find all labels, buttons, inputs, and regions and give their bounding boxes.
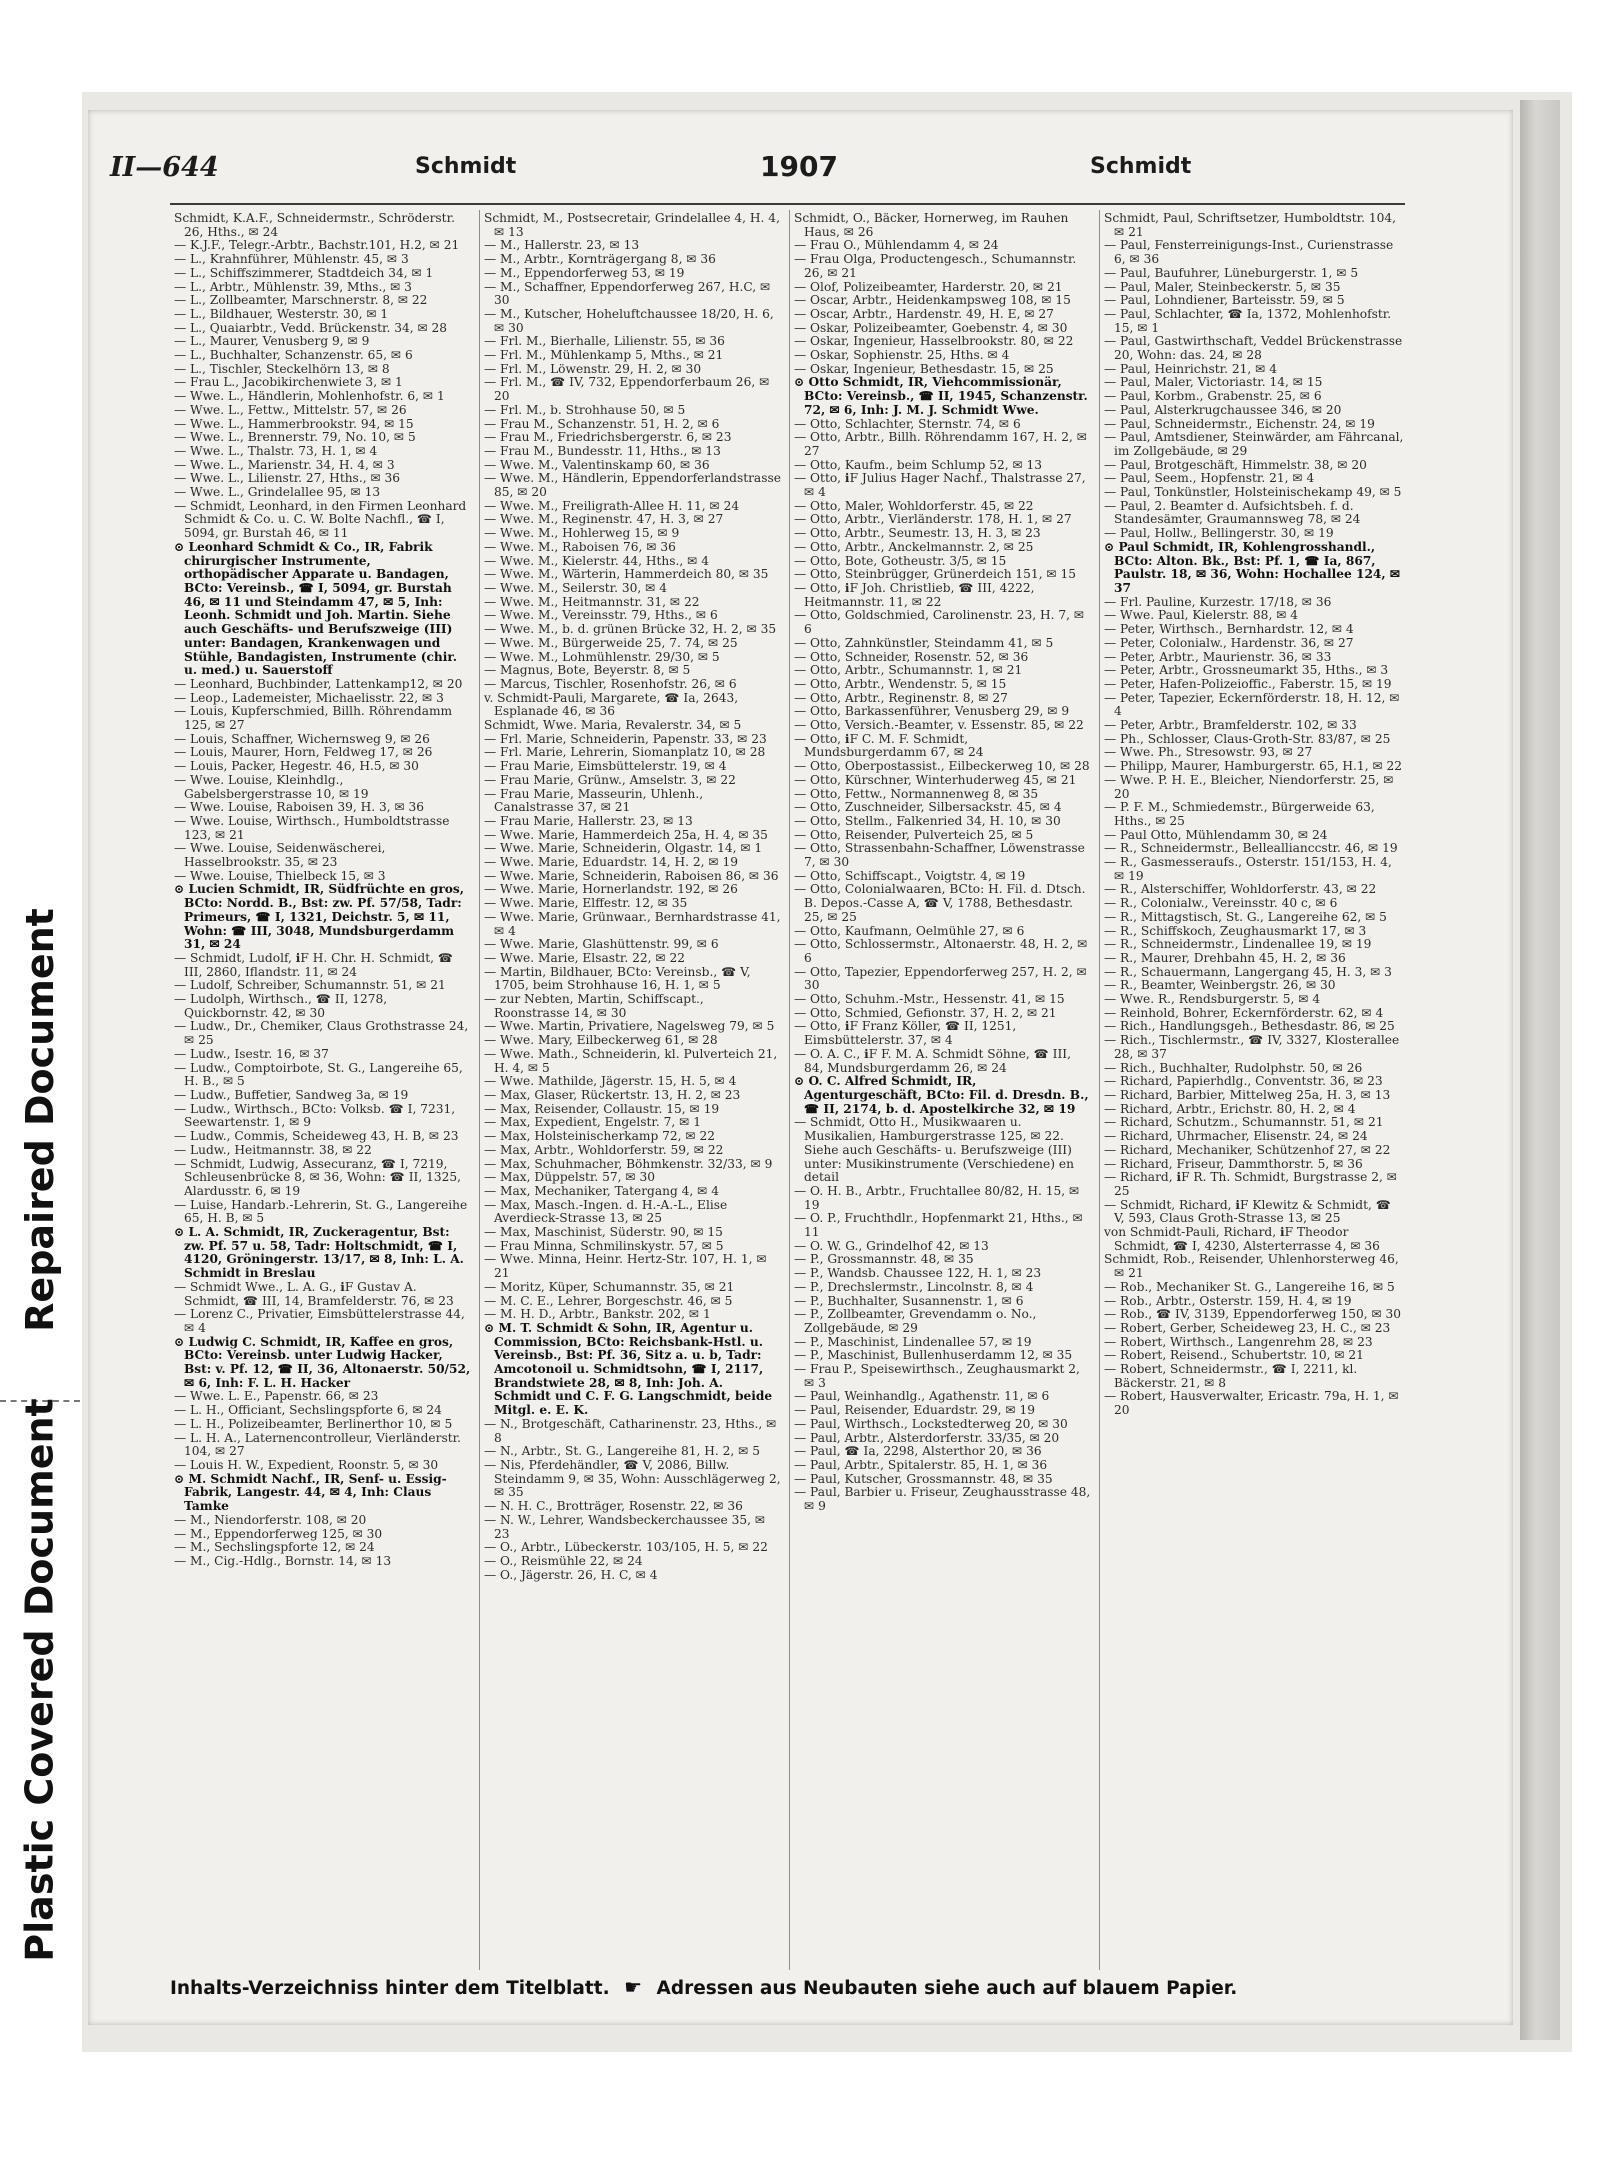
directory-entry: — Otto, Reisender, Pulverteich 25, ✉ 5 xyxy=(794,827,1034,842)
side-label-band xyxy=(0,0,80,2177)
directory-entry: — M., Hallerstr. 23, ✉ 13 xyxy=(484,238,640,253)
directory-entry: — Otto, Kaufmann, Oelmühle 27, ✉ 6 xyxy=(794,923,1025,938)
directory-entry: — Frau Marie, Eimsbüttelerstr. 19, ✉ 4 xyxy=(484,759,727,774)
directory-entry: — R., Alsterschiffer, Wohldorferstr. 43, ✉ 22 xyxy=(1104,882,1377,897)
directory-entry: — Oskar, Ingenieur, Hasselbrookstr. 80, ✉ 22 xyxy=(794,334,1074,349)
directory-entry: — Otto, Schlossermstr., Altonaerstr. 48, H. 2, ✉ 6 xyxy=(794,937,1088,965)
directory-entry: — M., Eppendorferweg 53, ✉ 19 xyxy=(484,265,685,280)
directory-entry: — Ludw., Commis, Scheideweg 43, H. B, ✉ 23 xyxy=(174,1129,459,1144)
directory-entry: — Frl. Marie, Lehrerin, Siomanplatz 10, ✉ 28 xyxy=(484,745,766,760)
directory-entry: — R., Schiffskoch, Zeughausmarkt 17, ✉ 3 xyxy=(1104,923,1367,938)
directory-entry: — Wwe. Marie, Schneiderin, Raboisen 86, ✉ 36 xyxy=(484,868,779,883)
firm-entry: ⊙ Otto Schmidt, IR, Viehcommissionär, BCto: Vereinsb., ☎ II, 1945, Schanzenstr. 72, ✉ 6, Inh: J. M. J. Schmidt Wwe. xyxy=(794,375,1088,417)
directory-entry: — Moritz, Küper, Schumannstr. 35, ✉ 21 xyxy=(484,1279,735,1294)
firm-entry: ⊙ M. Schmidt Nachf., IR, Senf- u. Essig-Fabrik, Langestr. 44, ✉ 4, Inh: Claus Tamke xyxy=(174,1471,447,1514)
directory-entry: — Paul, Gastwirthschaft, Veddel Brückenstrasse 20, Wohn: das. 24, ✉ 28 xyxy=(1104,334,1403,363)
directory-entry: — Wwe. M., Freiligrath-Allee H. 11, ✉ 24 xyxy=(484,498,740,513)
directory-entry: — Max, Reisender, Collaustr. 15, ✉ 19 xyxy=(484,1101,720,1116)
directory-entry: — Ph., Schlosser, Claus-Groth-Str. 83/87, ✉ 25 xyxy=(1104,731,1391,746)
directory-entry: — Richard, Papierhdlg., Conventstr. 36, ✉ 23 xyxy=(1104,1074,1383,1089)
directory-entry: — Frl. Marie, Schneiderin, Papenstr. 33, ✉ 23 xyxy=(484,731,767,746)
directory-entry: — Leonhard, Buchbinder, Lattenkamp12, ✉ 20 xyxy=(174,676,463,691)
directory-entry: — Frl. M., Mühlenkamp 5, Mths., ✉ 21 xyxy=(484,348,724,363)
directory-entry: — Peter, Arbtr., Grossneumarkt 35, Hths., ✉ 3 xyxy=(1104,663,1389,678)
directory-entry: — Wwe. L., Marienstr. 34, H. 4, ✉ 3 xyxy=(174,457,395,472)
directory-entry: — Paul, Alsterkrugchaussee 346, ✉ 20 xyxy=(1104,402,1342,417)
directory-entry: — Leop., Lademeister, Michaelisstr. 22, ✉ 3 xyxy=(174,690,444,705)
directory-entry: — Oscar, Arbtr., Heidenkampsweg 108, ✉ 15 xyxy=(794,293,1071,308)
directory-entry: — L., Schiffszimmerer, Stadtdeich 34, ✉ 1 xyxy=(174,265,434,280)
directory-entry: — Wwe. M., Lohmühlenstr. 29/30, ✉ 5 xyxy=(484,649,720,664)
directory-entry: — Wwe. M., Hohlerweg 15, ✉ 9 xyxy=(484,526,680,541)
directory-entry: — Wwe. Martin, Privatiere, Nagelsweg 79, ✉ 5 xyxy=(484,1019,775,1034)
directory-entry: — Wwe. M., Kielerstr. 44, Hths., ✉ 4 xyxy=(484,553,709,568)
directory-entry: — Frau L., Jacobikirchenwiete 3, ✉ 1 xyxy=(174,375,403,390)
directory-entry: — Otto, Goldschmied, Carolinenstr. 23, H. 7, ✉ 6 xyxy=(794,608,1085,637)
directory-entry: — Peter, Arbtr., Bramfelderstr. 102, ✉ 33 xyxy=(1104,718,1357,733)
directory-entry: — Ludw., Comptoirbote, St. G., Langereihe 65, H. B., ✉ 5 xyxy=(174,1060,463,1089)
directory-entry: — Otto, ℹF Franz Köller, ☎ II, 1251, Eimsbüttelerstr. 37, ✉ 4 xyxy=(794,1019,1017,1048)
directory-entry: — Wwe. M., Bürgerweide 25, 7. 74, ✉ 25 xyxy=(484,635,738,650)
firm-entry: ⊙ Ludwig C. Schmidt, IR, Kaffee en gros, BCto: Vereinsb. unter Ludwig Hacker, Bst: v. Pf. 12, ☎ II, 36, Altonaerstr. 50/52, ✉ 6, Inh: F. L. H. Hacker xyxy=(174,1334,471,1390)
directory-entry: — Marcus, Tischler, Rosenhofstr. 26, ✉ 6 xyxy=(484,676,737,691)
pointing-hand-icon: ☛ xyxy=(624,1975,643,1999)
directory-entry: — M., Arbtr., Kornträgergang 8, ✉ 36 xyxy=(484,252,716,267)
page-number: II—644 xyxy=(110,152,219,183)
directory-entry: — Rich., Buchhalter, Rudolphstr. 50, ✉ 26 xyxy=(1104,1060,1363,1075)
directory-entry: — Wwe. L., Fettw., Mittelstr. 57, ✉ 26 xyxy=(174,402,407,417)
directory-entry: — N. W., Lehrer, Wandsbeckerchaussee 35, ✉ 23 xyxy=(484,1512,766,1541)
directory-entry: — Ludw., Heitmannstr. 38, ✉ 22 xyxy=(174,1142,372,1157)
directory-entry: — Paul, Arbtr., Alsterdorferstr. 33/35, ✉ 20 xyxy=(794,1430,1060,1445)
directory-entry: — N., Brotgeschäft, Catharinenstr. 23, Hths., ✉ 8 xyxy=(484,1416,777,1445)
directory-entry: — Olof, Polizeibeamter, Harderstr. 20, ✉ 21 xyxy=(794,279,1063,294)
directory-entry: — M., Cig.-Hdlg., Bornstr. 14, ✉ 13 xyxy=(174,1553,392,1568)
directory-entry: — Wwe. L., Lilienstr. 27, Hths., ✉ 36 xyxy=(174,471,401,486)
directory-entry: — L., Arbtr., Mühlenstr. 39, Mths., ✉ 3 xyxy=(174,279,412,294)
directory-entry: — Wwe. L., Grindelallee 95, ✉ 13 xyxy=(174,485,381,500)
directory-entry: — Otto, Versich.-Beamter, v. Essenstr. 85, ✉ 22 xyxy=(794,718,1084,733)
directory-entry: — R., Maurer, Drehbahn 45, H. 2, ✉ 36 xyxy=(1104,950,1346,965)
directory-entry: — Otto, Zahnkünstler, Steindamm 41, ✉ 5 xyxy=(794,635,1054,650)
directory-entry: — Schmidt Wwe., L. A. G., ℹF Gustav A. Schmidt, ☎ III, 14, Bramfelderstr. 76, ✉ 23 xyxy=(174,1279,454,1308)
directory-entry: — R., Beamter, Weinbergstr. 26, ✉ 30 xyxy=(1104,978,1336,993)
directory-entry: — Wwe. L., Brennerstr. 79, No. 10, ✉ 5 xyxy=(174,430,416,445)
directory-entry: — Frau Marie, Grünw., Amselstr. 3, ✉ 22 xyxy=(484,772,736,787)
directory-entry: — Reinhold, Bohrer, Eckernförderstr. 62, ✉ 4 xyxy=(1104,1005,1384,1020)
directory-entry: — Otto, Kaufm., beim Schlump 52, ✉ 13 xyxy=(794,457,1043,472)
directory-entry: — Oskar, Polizeibeamter, Goebenstr. 4, ✉ 30 xyxy=(794,320,1068,335)
directory-entry: — Luise, Handarb.-Lehrerin, St. G., Langereihe 65, H. B, ✉ 5 xyxy=(174,1197,468,1226)
directory-entry: — Oskar, Sophienstr. 25, Hths. ✉ 4 xyxy=(794,348,1010,363)
directory-entry: — Paul, Fensterreinigungs-Inst., Curienstrasse 6, ✉ 36 xyxy=(1104,238,1394,267)
directory-entry: — Ludolf, Schreiber, Schumannstr. 51, ✉ 21 xyxy=(174,978,446,993)
directory-entry: von Schmidt-Pauli, Richard, ℹF Theodor Schmidt, ☎ I, 4230, Alsterterrasse 4, ✉ 36 xyxy=(1104,1225,1380,1253)
directory-entry: — M., Kutscher, Hoheluftchaussee 18/20, H. 6, ✉ 30 xyxy=(484,306,774,335)
directory-entry: — Rich., Handlungsgeh., Bethesdastr. 86, ✉ 25 xyxy=(1104,1019,1395,1034)
directory-entry: — Otto, Strassenbahn-Schaffner, Löwenstrasse 7, ✉ 30 xyxy=(794,841,1085,870)
directory-entry: — Paul, Korbm., Grabenstr. 25, ✉ 6 xyxy=(1104,389,1322,404)
directory-column-3 xyxy=(790,210,1100,1970)
directory-entry: — Wwe. M., Seilerstr. 30, ✉ 4 xyxy=(484,580,667,595)
directory-entry: — P., Drechslermstr., Lincolnstr. 8, ✉ 4 xyxy=(794,1279,1034,1294)
directory-entry: — Max, Expedient, Engelstr. 7, ✉ 1 xyxy=(484,1115,702,1130)
directory-entry: — L., Zollbeamter, Marschnerstr. 8, ✉ 22 xyxy=(174,293,428,308)
directory-entry: — M. H. D., Arbtr., Bankstr. 202, ✉ 1 xyxy=(484,1307,711,1322)
directory-entry: — Wwe. Paul, Kielerstr. 88, ✉ 4 xyxy=(1104,608,1299,623)
directory-entry: — Wwe. Marie, Schneiderin, Olgastr. 14, ✉ 1 xyxy=(484,841,763,856)
directory-entry: — O. A. C., ℹF F. M. A. Schmidt Söhne, ☎ III, 84, Mundsburgerdamm 26, ✉ 24 xyxy=(794,1046,1071,1075)
directory-columns xyxy=(170,210,1410,1970)
directory-entry: — N., Arbtr., St. G., Langereihe 81, H. 2, ✉ 5 xyxy=(484,1444,760,1459)
directory-entry: — P., Wandsb. Chaussee 122, H. 1, ✉ 23 xyxy=(794,1266,1042,1281)
directory-entry: — M. C. E., Lehrer, Borgeschstr. 46, ✉ 5 xyxy=(484,1293,733,1308)
directory-entry: — R., Gasmesseraufs., Osterstr. 151/153, H. 4, ✉ 19 xyxy=(1104,855,1392,883)
directory-entry: — Wwe. Louise, Kleinhdlg., Gabelsbergerstrasse 10, ✉ 19 xyxy=(174,772,369,801)
directory-entry: — Paul, Weinhandlg., Agathenstr. 11, ✉ 6 xyxy=(794,1389,1050,1404)
directory-entry: — Paul, Tonkünstler, Holsteinischekamp 49, ✉ 5 xyxy=(1104,485,1402,500)
directory-entry: — Otto, Colonialwaaren, BCto: H. Fil. d. Dtsch. B. Depos.-Casse A, ☎ V, 1788, Bethesdastr. 25, ✉ 25 xyxy=(794,882,1086,924)
directory-entry: — Philipp, Maurer, Hamburgerstr. 65, H.1, ✉ 22 xyxy=(1104,759,1403,774)
directory-entry: — Wwe. M., b. d. grünen Brücke 32, H. 2, ✉ 35 xyxy=(484,622,777,637)
directory-entry: — Wwe. L., Thalstr. 73, H. 1, ✉ 4 xyxy=(174,443,378,458)
directory-entry: Schmidt, Rob., Reisender, Uhlenhorsterweg 46, ✉ 21 xyxy=(1104,1252,1399,1281)
directory-entry: — Wwe. Mathilde, Jägerstr. 15, H. 5, ✉ 4 xyxy=(484,1074,737,1089)
directory-entry: — Paul, ☎ Ia, 2298, Alsterthor 20, ✉ 36 xyxy=(794,1444,1042,1459)
directory-entry: — Otto, Tapezier, Eppendorferweg 257, H. 2, ✉ 30 xyxy=(794,964,1087,993)
directory-entry: — Wwe. M., Raboisen 76, ✉ 36 xyxy=(484,539,676,554)
directory-entry: — Richard, Barbier, Mittelweg 25a, H. 3, ✉ 13 xyxy=(1104,1088,1391,1102)
directory-entry: — Max, Holsteinischerkamp 72, ✉ 22 xyxy=(484,1129,716,1144)
directory-entry: — Wwe. L., Hammerbrookstr. 94, ✉ 15 xyxy=(174,416,414,431)
directory-entry: — Richard, Uhrmacher, Elisenstr. 24, ✉ 24 xyxy=(1104,1129,1368,1144)
directory-entry: — M., Sechslingspforte 12, ✉ 24 xyxy=(174,1540,375,1555)
directory-column-4 xyxy=(1100,210,1410,1970)
directory-entry: — Wwe. Mary, Eilbeckerweg 61, ✉ 28 xyxy=(484,1033,718,1048)
directory-entry: — Magnus, Bote, Beyerstr. 8, ✉ 5 xyxy=(484,663,691,678)
directory-entry: — Peter, Tapezier, Eckernförderstr. 18, H. 12, ✉ 4 xyxy=(1104,690,1400,719)
directory-entry: — Ludw., Isestr. 16, ✉ 37 xyxy=(174,1046,329,1061)
directory-entry: — Frau Olga, Productengesch., Schumannstr. 26, ✉ 21 xyxy=(794,252,1077,280)
directory-entry: — Wwe. Marie, Elsastr. 22, ✉ 22 xyxy=(484,950,685,965)
directory-entry: — Oscar, Arbtr., Hardenstr. 49, H. E, ✉ 27 xyxy=(794,306,1054,321)
directory-entry: — Robert, Schneidermstr., ☎ I, 2211, kl. Bäckerstr. 21, ✉ 8 xyxy=(1104,1362,1358,1390)
directory-entry: — Paul, Reisender, Eduardstr. 29, ✉ 19 xyxy=(794,1403,1036,1418)
directory-entry: — Max, Mechaniker, Tatergang 4, ✉ 4 xyxy=(484,1183,719,1198)
directory-entry: — P., Buchhalter, Susannenstr. 1, ✉ 6 xyxy=(794,1293,1024,1308)
directory-entry: — M., Eppendorferweg 125, ✉ 30 xyxy=(174,1526,383,1541)
directory-entry: — N. H. C., Brotträger, Rosenstr. 22, ✉ 36 xyxy=(484,1499,743,1514)
directory-entry: — Otto, Kürschner, Winterhuderweg 45, ✉ 21 xyxy=(794,772,1077,787)
directory-entry: — Max, Arbtr., Wohldorferstr. 59, ✉ 22 xyxy=(484,1142,724,1157)
directory-entry: — R., Schneidermstr., Belleallianccstr. 46, ✉ 19 xyxy=(1104,841,1398,856)
repaired-document-label: Repaired Document xyxy=(18,908,63,1332)
directory-entry: — Otto, Schlachter, Sternstr. 74, ✉ 6 xyxy=(794,416,1021,431)
directory-entry: — Ludolph, Wirthsch., ☎ II, 1278, Quickbornstr. 42, ✉ 30 xyxy=(174,992,388,1020)
directory-entry: — Frau Minna, Schmilinskystr. 57, ✉ 5 xyxy=(484,1238,724,1253)
directory-entry: — Paul, Schneidermstr., Eichenstr. 24, ✉ 19 xyxy=(1104,416,1375,431)
directory-entry: — Oskar, Ingenieur, Bethesdastr. 15, ✉ 25 xyxy=(794,361,1054,376)
directory-entry: — Paul, Seem., Hopfenstr. 21, ✉ 4 xyxy=(1104,471,1315,486)
directory-entry: — Robert, Gerber, Scheideweg 23, H. C., ✉ 23 xyxy=(1104,1320,1391,1335)
directory-entry: — Frau Marie, Hallerstr. 23, ✉ 13 xyxy=(484,813,693,828)
directory-entry: Schmidt, Wwe. Maria, Revalerstr. 34, ✉ 5 xyxy=(484,718,742,733)
directory-entry: — Wwe. Louise, Wirthsch., Humboldtstrasse 123, ✉ 21 xyxy=(174,813,450,842)
directory-entry: — Frau M., Bundesstr. 11, Hths., ✉ 13 xyxy=(484,443,721,458)
directory-entry: — Louis, Maurer, Horn, Feldweg 17, ✉ 26 xyxy=(174,745,433,760)
directory-entry: — K.J.F., Telegr.-Arbtr., Bachstr.101, H.2, ✉ 21 xyxy=(174,238,460,253)
directory-entry: — Max, Schuhmacher, Böhmkenstr. 32/33, ✉ 9 xyxy=(484,1156,773,1171)
plastic-covered-document-label: Plastic Covered Document xyxy=(18,1398,63,1962)
directory-entry: — Otto, Fettw., Normannenweg 8, ✉ 35 xyxy=(794,786,1039,801)
directory-entry: — Wwe. Marie, Hornerlandstr. 192, ✉ 26 xyxy=(484,882,738,897)
directory-entry: — O. P., Fruchthdlr., Hopfenmarkt 21, Hths., ✉ 11 xyxy=(794,1211,1083,1240)
header-rule xyxy=(170,203,1405,205)
directory-entry: — Wwe. M., Heitmannstr. 31, ✉ 22 xyxy=(484,594,700,609)
directory-entry: — Wwe. Marie, Eduardstr. 14, H. 2, ✉ 19 xyxy=(484,855,738,870)
directory-entry: — L., Bildhauer, Westerstr. 30, ✉ 1 xyxy=(174,306,389,321)
directory-entry: — Frl. Pauline, Kurzestr. 17/18, ✉ 36 xyxy=(1104,594,1332,609)
directory-entry: — Otto, Barkassenführer, Venusberg 29, ✉ 9 xyxy=(794,704,1070,719)
directory-entry: — Robert, Reisend., Schubertstr. 10, ✉ 21 xyxy=(1104,1348,1364,1363)
directory-entry: — P., Maschinist, Bullenhuserdamm 12, ✉ 35 xyxy=(794,1348,1073,1363)
directory-entry: — L. H., Polizeibeamter, Berlinerthor 10, ✉ 5 xyxy=(174,1416,453,1431)
directory-entry: — Otto, Steinbrügger, Grünerdeich 151, ✉ 15 xyxy=(794,567,1077,582)
directory-entry: — Wwe. Marie, Hammerdeich 25a, H. 4, ✉ 35 xyxy=(484,827,768,842)
directory-entry: — O., Reismühle 22, ✉ 24 xyxy=(484,1553,643,1568)
directory-entry: — Richard, ℹF R. Th. Schmidt, Burgstrasse 2, ✉ 25 xyxy=(1104,1170,1397,1198)
directory-entry: — Nis, Pferdehändler, ☎ V, 2086, Billw. Steindamm 9, ✉ 35, Wohn: Ausschlägerweg 2, ✉ 35 xyxy=(484,1457,781,1500)
directory-entry: — Peter, Hafen-Polizeioffic., Faberstr. 15, ✉ 19 xyxy=(1104,676,1392,691)
directory-entry: — Frau M., Schanzenstr. 51, H. 2, ✉ 6 xyxy=(484,416,720,431)
directory-entry: — Frau M., Friedrichsbergerstr. 6, ✉ 23 xyxy=(484,430,732,445)
directory-entry: — Schmidt, Leonhard, in den Firmen Leonhard Schmidt & Co. u. C. W. Bolte Nachfl., ☎ I, 5094, gr. Burstah 46, ✉ 11 xyxy=(174,498,467,541)
directory-entry: — L., Tischler, Steckelhörn 13, ✉ 8 xyxy=(174,361,390,376)
directory-entry: — Otto, Arbtr., Reginenstr. 8, ✉ 27 xyxy=(794,690,1008,705)
directory-entry: — Frau O., Mühlendamm 4, ✉ 24 xyxy=(794,238,999,253)
directory-entry: — Otto, Arbtr., Billh. Röhrendamm 167, H. 2, ✉ 27 xyxy=(794,430,1088,458)
directory-entry: — Paul, Amtsdiener, Steinwärder, am Fährcanal, im Zollgebäude, ✉ 29 xyxy=(1104,430,1404,458)
footer-index-note: Inhalts-Verzeichniss hinter dem Titelblatt. xyxy=(170,1978,610,1999)
directory-column-1 xyxy=(170,210,480,1970)
directory-column-2 xyxy=(480,210,790,1970)
header-right-surname: Schmidt xyxy=(1090,154,1192,179)
directory-entry: — P., Zollbeamter, Grevendamm o. No., Zollgebäude, ✉ 29 xyxy=(794,1307,1037,1335)
directory-entry: — Otto, Schuhm.-Mstr., Hessenstr. 41, ✉ 15 xyxy=(794,992,1065,1007)
directory-entry: — Wwe. M., Wärterin, Hammerdeich 80, ✉ 35 xyxy=(484,567,769,582)
directory-entry: — Louis, Kupferschmied, Billh. Röhrendamm 125, ✉ 27 xyxy=(174,704,453,733)
directory-entry: — Paul, Maler, Steinbeckerstr. 5, ✉ 35 xyxy=(1104,279,1341,294)
firm-entry: ⊙ Paul Schmidt, IR, Kohlengrosshandl., BCto: Alton. Bk., Bst: Pf. 1, ☎ Ia, 867, Paulstr. 18, ✉ 36, Wohn: Hochallee 124, ✉ 37 xyxy=(1104,539,1401,595)
directory-entry: — Paul, Lohndiener, Barteisstr. 59, ✉ 5 xyxy=(1104,293,1345,308)
header-left-surname: Schmidt xyxy=(415,154,517,179)
firm-entry: ⊙ M. T. Schmidt & Sohn, IR, Agentur u. Commission, BCto: Reichsbank-Hstl. u. Vereinsb., Bst: Pf. 36, Sitz a. u. b, Tadr: Amcotonoil u. Schmidtsohn, ☎ I, 2117, Brandstwiete 28, ✉ 8, Inh: Joh. A. Schmidt und C. F. G. Langschmidt, beide Mitgl. e. E. K. xyxy=(484,1320,773,1418)
directory-entry: — Rob., Arbtr., Osterstr. 159, H. 4, ✉ 19 xyxy=(1104,1293,1352,1308)
directory-entry: — Frau Marie, Masseurin, Uhlenh., Canalstrasse 37, ✉ 21 xyxy=(484,786,704,815)
directory-entry: — Otto, Arbtr., Anckelmannstr. 2, ✉ 25 xyxy=(794,539,1034,554)
directory-entry: — zur Nebten, Martin, Schiffscapt., Roonstrasse 14, ✉ 30 xyxy=(484,992,704,1020)
directory-entry: — Richard, Schutzm., Schumannstr. 51, ✉ 21 xyxy=(1104,1115,1384,1130)
directory-entry: Schmidt, M., Postsecretair, Grindelallee 4, H. 4, ✉ 13 xyxy=(484,211,780,239)
directory-entry: — Paul, 2. Beamter d. Aufsichtsbeh. f. d. Standesämter, Graumannsweg 78, ✉ 24 xyxy=(1104,498,1361,527)
directory-entry: — Wwe. M., Reginenstr. 47, H. 3, ✉ 27 xyxy=(484,512,724,527)
directory-entry: — Paul, Maler, Victoriastr. 14, ✉ 15 xyxy=(1104,375,1323,390)
directory-entry: — Schmidt, Ludwig, Assecuranz, ☎ I, 7219, Schleusenbrücke 8, ✉ 36, Wohn: ☎ II, 1325, Alardusstr. 6, ✉ 19 xyxy=(174,1156,461,1198)
directory-entry: — Peter, Colonialw., Hardenstr. 36, ✉ 27 xyxy=(1104,635,1354,650)
directory-entry: — Otto, Arbtr., Vierländerstr. 178, H. 1, ✉ 27 xyxy=(794,512,1072,527)
directory-entry: — Louis H. W., Expedient, Roonstr. 5, ✉ 30 xyxy=(174,1457,439,1472)
directory-entry: — Otto, Arbtr., Wendenstr. 5, ✉ 15 xyxy=(794,676,1007,691)
directory-entry: — Robert, Hausverwalter, Ericastr. 79a, H. 1, ✉ 20 xyxy=(1104,1389,1399,1418)
directory-entry: — R., Schauermann, Langergang 45, H. 3, ✉ 3 xyxy=(1104,964,1392,979)
directory-entry: — Paul, Kutscher, Grossmannstr. 48, ✉ 35 xyxy=(794,1471,1053,1486)
firm-entry: ⊙ Leonhard Schmidt & Co., IR, Fabrik chirurgischer Instrumente, orthopädischer Apparate u. Bandagen, BCto: Vereinsb., ☎ I, 5094, gr. Burstah 46, ✉ 11 und Steindamm 47, ✉ 5, Inh: Leonh. Schmidt und Joh. Martin. Siehe auch Geschäfts- und Berufszweige (III) unter: Bandagen, Krankenwagen und Stühle, Bandagisten, Instrumente (chir. u. med.) u. Sauerstoff xyxy=(174,539,457,678)
directory-entry: — Ludw., Wirthsch., BCto: Volksb. ☎ I, 7231, Seewartenstr. 1, ✉ 9 xyxy=(174,1101,456,1130)
header-year: 1907 xyxy=(760,150,838,183)
directory-entry: — Max, Düppelstr. 57, ✉ 30 xyxy=(484,1170,655,1185)
directory-entry: — Otto, Maler, Wohldorferstr. 45, ✉ 22 xyxy=(794,498,1034,513)
directory-entry: — Frl. M., b. Strohhause 50, ✉ 5 xyxy=(484,402,686,417)
directory-entry: — P. F. M., Schmiedemstr., Bürgerweide 63, Hths., ✉ 25 xyxy=(1104,800,1375,828)
directory-entry: — Max, Maschinist, Süderstr. 90, ✉ 15 xyxy=(484,1225,723,1240)
directory-entry: — Richard, Mechaniker, Schützenhof 27, ✉ 22 xyxy=(1104,1142,1391,1157)
directory-entry: — M., Schaffner, Eppendorferweg 267, H.C, ✉ 30 xyxy=(484,279,771,308)
directory-entry: — Paul, Heinrichstr. 21, ✉ 4 xyxy=(1104,361,1277,376)
directory-entry: — Wwe. Marie, Grünwaar., Bernhardstrasse 41, ✉ 4 xyxy=(484,909,781,938)
page-footer xyxy=(170,1975,1410,2009)
directory-entry: — Otto, Stellm., Falkenried 34, H. 10, ✉ 30 xyxy=(794,813,1061,828)
directory-entry: — Paul Otto, Mühlendamm 30, ✉ 24 xyxy=(1104,827,1328,842)
directory-entry: — Wwe. Louise, Raboisen 39, H. 3, ✉ 36 xyxy=(174,800,425,815)
directory-entry: Schmidt, K.A.F., Schneidermstr., Schröderstr. 26, Hths., ✉ 24 xyxy=(174,211,455,239)
directory-entry: — Richard, Arbtr., Erichstr. 80, H. 2, ✉ 4 xyxy=(1104,1101,1356,1116)
directory-entry: — Frl. M., Löwenstr. 29, H. 2, ✉ 30 xyxy=(484,361,702,376)
directory-entry: — Rob., Mechaniker St. G., Langereihe 16, ✉ 5 xyxy=(1104,1279,1395,1294)
directory-entry: — Robert, Wirthsch., Langenrehm 28, ✉ 23 xyxy=(1104,1334,1373,1349)
directory-entry: — Paul, Schlachter, ☎ Ia, 1372, Mohlenhofstr. 15, ✉ 1 xyxy=(1104,306,1392,335)
directory-entry: — M., Niendorferstr. 108, ✉ 20 xyxy=(174,1512,367,1527)
directory-entry: — L., Buchhalter, Schanzenstr. 65, ✉ 6 xyxy=(174,348,413,363)
directory-entry: — Louis, Schaffner, Wichernsweg 9, ✉ 26 xyxy=(174,731,430,746)
directory-entry: v. Schmidt-Pauli, Margarete, ☎ Ia, 2643, Esplanade 46, ✉ 36 xyxy=(484,690,739,719)
directory-entry: — Paul, Arbtr., Spitalerstr. 85, H. 1, ✉ 36 xyxy=(794,1457,1048,1472)
directory-entry: — R., Colonialw., Vereinsstr. 40 c, ✉ 6 xyxy=(1104,896,1338,911)
directory-entry: — L. H. A., Laternencontrolleur, Vierländerstr. 104, ✉ 27 xyxy=(174,1430,461,1459)
directory-entry: — Max, Glaser, Rückertstr. 13, H. 2, ✉ 23 xyxy=(484,1088,741,1102)
directory-entry: — Ludw., Dr., Chemiker, Claus Grothstrasse 24, ✉ 25 xyxy=(174,1019,469,1048)
directory-entry: — O., Jägerstr. 26, H. C, ✉ 4 xyxy=(484,1567,658,1582)
directory-entry: — Wwe. Ph., Stresowstr. 93, ✉ 27 xyxy=(1104,745,1313,760)
directory-entry: — Wwe. P. H. E., Bleicher, Niendorferstr. 25, ✉ 20 xyxy=(1104,772,1394,801)
directory-entry: — Louis, Packer, Hegestr. 46, H.5, ✉ 30 xyxy=(174,759,419,774)
directory-entry: — Paul, Brotgeschäft, Himmelstr. 38, ✉ 20 xyxy=(1104,457,1367,472)
directory-entry: — Wwe. M., Vereinsstr. 79, Hths., ✉ 6 xyxy=(484,608,718,623)
directory-entry: — Wwe. Marie, Elffestr. 12, ✉ 35 xyxy=(484,896,688,911)
firm-entry: ⊙ O. C. Alfred Schmidt, IR, Agenturgeschäft, BCto: Fil. d. Dresdn. B., ☎ II, 2174, b. d. Apostelkirche 32, ✉ 19 xyxy=(794,1074,1089,1116)
directory-entry: — Otto, Schneider, Rosenstr. 52, ✉ 36 xyxy=(794,649,1029,664)
directory-entry: — Wwe. L. E., Papenstr. 66, ✉ 23 xyxy=(174,1389,379,1404)
directory-entry: — O. W. G., Grindelhof 42, ✉ 13 xyxy=(794,1238,989,1253)
directory-entry: — Rob., ☎ IV, 3139, Eppendorferweg 150, ✉ 30 xyxy=(1104,1307,1402,1322)
directory-entry: — R., Schneidermstr., Lindenallee 19, ✉ 19 xyxy=(1104,937,1372,952)
directory-entry: — Otto, Oberpostassist., Eilbeckerweg 10, ✉ 28 xyxy=(794,759,1090,774)
directory-entry: — Wwe. L., Händlerin, Mohlenhofstr. 6, ✉ 1 xyxy=(174,389,445,404)
page-header xyxy=(110,152,1405,192)
directory-entry: — Paul, Baufuhrer, Lüneburgerstr. 1, ✉ 5 xyxy=(1104,265,1359,280)
footer-new-buildings-note: Adressen aus Neubauten siehe auch auf blauem Papier. xyxy=(656,1978,1238,1999)
directory-entry: — O. H. B., Arbtr., Fruchtallee 80/82, H. 15, ✉ 19 xyxy=(794,1183,1080,1212)
directory-entry: — Frl. M., Bierhalle, Lilienstr. 55, ✉ 36 xyxy=(484,334,725,349)
directory-entry: — Wwe. Louise, Seidenwäscherei, Hasselbrookstr. 35, ✉ 23 xyxy=(174,841,386,870)
directory-entry: — Otto, Arbtr., Seumestr. 13, H. 3, ✉ 23 xyxy=(794,526,1041,541)
directory-entry: Schmidt, Paul, Schriftsetzer, Humboldtstr. 104, ✉ 21 xyxy=(1104,211,1397,239)
directory-entry: — Schmidt, Richard, ℹF Klewitz & Schmidt, ☎ V, 593, Claus Groth-Strasse 13, ✉ 25 xyxy=(1104,1197,1391,1226)
directory-entry: — Ludw., Buffetier, Sandweg 3a, ✉ 19 xyxy=(174,1088,409,1102)
directory-entry: — Frl. M., ☎ IV, 732, Eppendorferbaum 26, ✉ 20 xyxy=(484,375,770,404)
directory-entry: — L., Krahnführer, Mühlenstr. 45, ✉ 3 xyxy=(174,252,409,267)
directory-entry: — P., Maschinist, Lindenallee 57, ✉ 19 xyxy=(794,1334,1032,1349)
directory-entry: — Wwe. R., Rendsburgerstr. 5, ✉ 4 xyxy=(1104,992,1321,1007)
directory-entry: — Richard, Friseur, Dammthorstr. 5, ✉ 36 xyxy=(1104,1156,1363,1171)
directory-entry: — Paul, Wirthsch., Lockstedterweg 20, ✉ 30 xyxy=(794,1416,1068,1431)
directory-entry: — Otto, Schmied, Gefionstr. 37, H. 2, ✉ 21 xyxy=(794,1005,1057,1020)
directory-entry: — Otto, Zuschneider, Silbersackstr. 45, ✉ 4 xyxy=(794,800,1062,815)
directory-entry: — L. H., Officiant, Sechslingspforte 6, ✉ 24 xyxy=(174,1403,442,1418)
directory-entry: — Paul, Barbier u. Friseur, Zeughausstrasse 48, ✉ 9 xyxy=(794,1485,1091,1514)
directory-entry: — Paul, Hollw., Bellingerstr. 30, ✉ 19 xyxy=(1104,526,1334,541)
directory-entry: — Otto, Arbtr., Schumannstr. 1, ✉ 21 xyxy=(794,663,1023,678)
directory-entry: — Wwe. Marie, Glashüttenstr. 99, ✉ 6 xyxy=(484,937,719,952)
directory-entry: — P., Grossmannstr. 48, ✉ 35 xyxy=(794,1252,974,1267)
directory-entry: — Otto, ℹF Julius Hager Nachf., Thalstrasse 27, ✉ 4 xyxy=(794,471,1086,500)
directory-entry: — Peter, Wirthsch., Bernhardstr. 12, ✉ 4 xyxy=(1104,622,1354,637)
directory-entry: Schmidt, O., Bäcker, Hornerweg, im Rauhen Haus, ✉ 26 xyxy=(794,211,1069,239)
directory-entry: — O., Arbtr., Lübeckerstr. 103/105, H. 5, ✉ 22 xyxy=(484,1540,768,1555)
firm-entry: ⊙ L. A. Schmidt, IR, Zuckeragentur, Bst: zw. Pf. 57 u. 58, Tadr: Holtschmidt, ☎ I, 4120, Gröningerstr. 13/17, ✉ 8, Inh: L. A. Schmidt in Breslau xyxy=(174,1225,464,1281)
directory-entry: — Max, Masch.-Ingen. d. H.-A.-L., Elise Averdieck-Strasse 13, ✉ 25 xyxy=(484,1197,728,1226)
directory-entry: — Frau P., Speisewirthsch., Zeughausmarkt 2, ✉ 3 xyxy=(794,1362,1080,1390)
directory-entry: — Otto, Bote, Gotheustr. 3/5, ✉ 15 xyxy=(794,553,1007,568)
directory-entry: — Schmidt, Otto H., Musikwaaren u. Musikalien, Hamburgerstrasse 125, ✉ 22. Siehe auch Geschäfts- u. Berufszweige (III) unter: Musikinstrumente (Verschiedene) en detail xyxy=(794,1115,1074,1185)
directory-entry: — Lorenz C., Privatier, Eimsbüttelerstrasse 44, ✉ 4 xyxy=(174,1307,465,1335)
directory-entry: — Wwe. M., Händlerin, Eppendorferlandstrasse 85, ✉ 20 xyxy=(484,471,781,500)
directory-entry: — R., Mittagstisch, St. G., Langereihe 62, ✉ 5 xyxy=(1104,909,1387,924)
directory-entry: — Otto, Schiffscapt., Voigtstr. 4, ✉ 19 xyxy=(794,868,1026,883)
facing-page-edge xyxy=(1520,100,1560,2040)
directory-entry: — Wwe. Math., Schneiderin, kl. Pulverteich 21, H. 4, ✉ 5 xyxy=(484,1046,778,1075)
directory-entry: — L., Maurer, Venusberg 9, ✉ 9 xyxy=(174,334,370,349)
directory-entry: — Wwe. M., Valentinskamp 60, ✉ 36 xyxy=(484,457,710,472)
directory-entry: — Wwe. Minna, Heinr. Hertz-Str. 107, H. 1, ✉ 21 xyxy=(484,1252,767,1281)
directory-entry: — Martin, Bildhauer, BCto: Vereinsb., ☎ V, 1705, beim Strohhause 16, H. 1, ✉ 5 xyxy=(484,964,751,993)
directory-entry: — Otto, ℹF C. M. F. Schmidt, Mundsburgerdamm 67, ✉ 24 xyxy=(794,731,984,760)
firm-entry: ⊙ Lucien Schmidt, IR, Südfrüchte en gros, BCto: Nordd. B., Bst: zw. Pf. 57/58, Tadr: Primeurs, ☎ I, 1321, Deichstr. 5, ✉ 11, Wohn: ☎ III, 3048, Mundsburgerdamm 31, ✉ 24 xyxy=(174,882,465,952)
directory-entry: — Rich., Tischlermstr., ☎ IV, 3327, Klosterallee 28, ✉ 37 xyxy=(1104,1033,1400,1061)
directory-entry: — Wwe. Louise, Thielbeck 15, ✉ 3 xyxy=(174,868,386,883)
directory-entry: — Schmidt, Ludolf, ℹF H. Chr. H. Schmidt, ☎ III, 2860, Iflandstr. 11, ✉ 24 xyxy=(174,950,454,979)
directory-entry: — Peter, Arbtr., Maurienstr. 36, ✉ 33 xyxy=(1104,649,1332,664)
directory-entry: — L., Quaiarbtr., Vedd. Brückenstr. 34, ✉ 28 xyxy=(174,320,448,335)
directory-entry: — Otto, ℹF Joh. Christlieb, ☎ III, 4222, Heitmannstr. 11, ✉ 22 xyxy=(794,580,1035,609)
